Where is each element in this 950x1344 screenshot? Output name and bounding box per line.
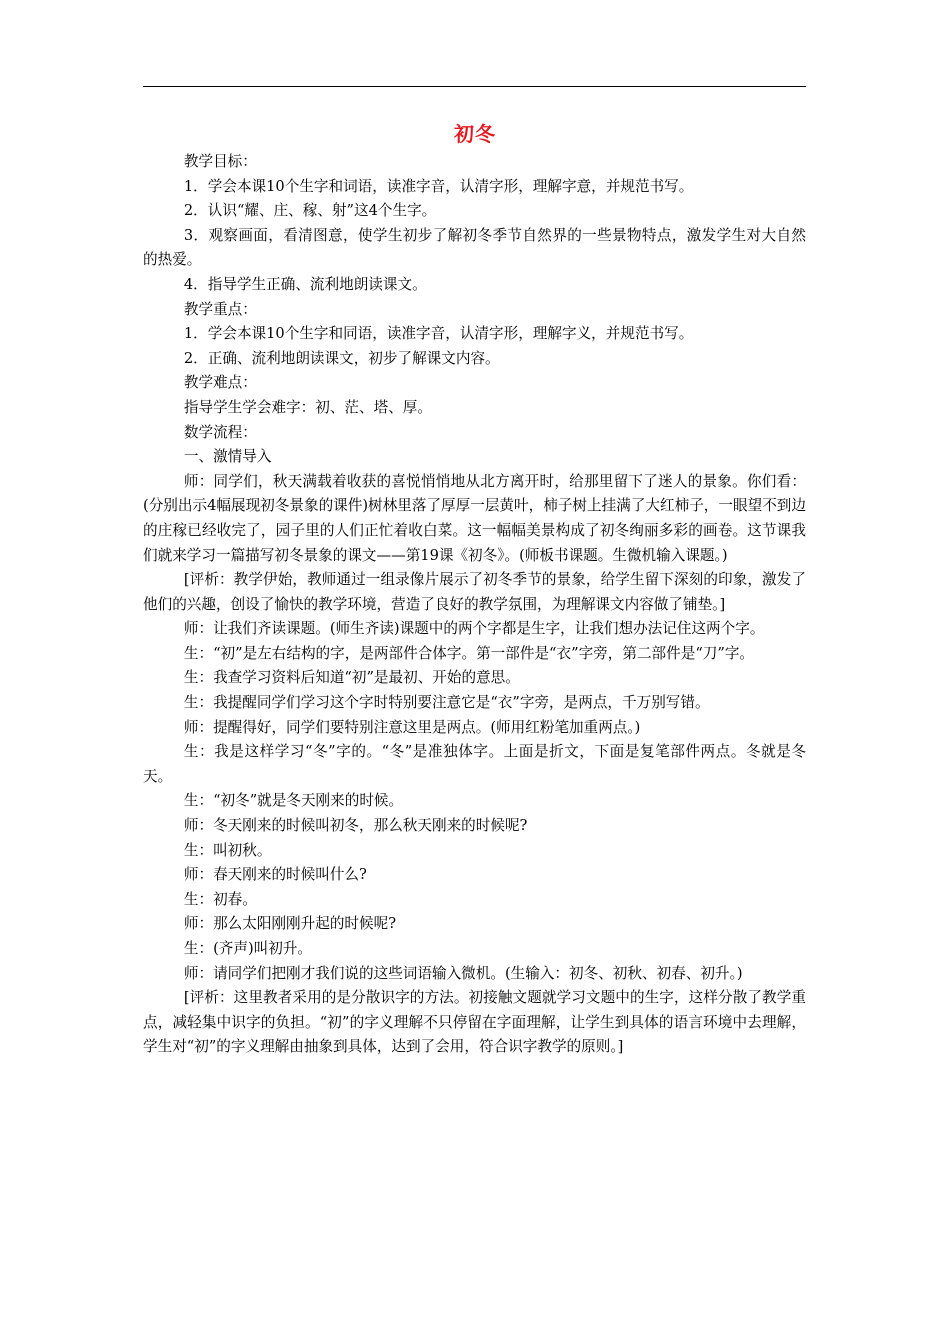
paragraph: 指导学生学会难字：初、茫、塔、厚。 <box>183 398 432 416</box>
paragraph: 生：我提醒同学们学习这个字时特别要注意它是“衣”字旁，是两点，千万别写错。 <box>183 694 710 712</box>
paragraph: [评析：教学伊始，教师通过一组录像片展示了初冬季节的景象，给学生留下深刻的印象，激发了他们的兴趣，创设了愉快的教学环境，营造了良好的教学氛围，为理解课文内容做了铺垫。] <box>143 571 806 613</box>
paragraph: 4．指导学生正确、流利地朗读课文。 <box>183 275 427 293</box>
document-body <box>143 150 806 1060</box>
paragraph: 数学流程： <box>183 423 257 441</box>
header-rule <box>143 86 806 87</box>
paragraph: 师：冬天刚来的时候叫初冬，那么秋天刚来的时候呢? <box>183 817 528 835</box>
paragraph: 师：提醒得好，同学们要特别注意这里是两点。(师用红粉笔加重两点。) <box>183 718 641 736</box>
paragraph: 师：让我们齐读课题。(师生齐读)课题中的两个字都是生字，让我们想办法记住这两个字。 <box>183 620 765 638</box>
paragraph: 师：同学们，秋天满载着收获的喜悦悄悄地从北方离开时，给那里留下了迷人的景象。你们看：(分别出示4幅展现初冬景象的课件)树林里落了厚厚一层黄叶，柿子树上挂满了大红柿子，一眼望不到边的庄稼已经收完了，园子里的人们正忙着收白菜。这一幅幅美景构成了初冬绚丽多彩的画卷。这节课我们就来学习一篇描写初冬景象的课文——第19课《初冬》。(师板书课题。生微机输入课题。) <box>143 472 806 564</box>
paragraph: 教学难点： <box>183 374 257 392</box>
paragraph: 生：我查学习资料后知道“初”是最初、开始的意思。 <box>183 669 520 687</box>
paragraph: 师：那么太阳刚刚升起的时候呢? <box>183 915 397 933</box>
paragraph: 3．观察画面，看清图意，使学生初步了解初冬季节自然界的一些景物特点，激发学生对大自然的热爱。 <box>143 226 806 269</box>
paragraph: 教学重点： <box>183 300 257 318</box>
paragraph: 生：(齐声)叫初升。 <box>183 940 313 957</box>
paragraph: 师：春天刚来的时候叫什么? <box>183 866 367 884</box>
paragraph: 生：叫初秋。 <box>183 841 272 859</box>
paragraph: 生：“初”是左右结构的字，是两部件合体字。第一部件是“衣”字旁，第二部件是“刀”字。 <box>183 644 755 662</box>
paragraph: 一、激情导入 <box>183 448 272 466</box>
paragraph: 2．认识“耀、庄、稼、射”这4个生字。 <box>183 202 437 220</box>
paragraph: 生：我是这样学习“冬”字的。“冬”是准独体字。上面是折文，下面是复笔部件两点。冬就是冬天。 <box>143 743 806 785</box>
paragraph: 1．学会本课10个生字和同语，读准字音，认清字形，理解字义，并规范书写。 <box>183 325 694 343</box>
paragraph: 生：初春。 <box>183 890 257 908</box>
paragraph: 教学目标： <box>183 153 257 170</box>
paragraph: 1．学会本课10个生字和词语，读准字音，认清字形，理解字意，并规范书写。 <box>183 177 694 195</box>
paragraph: 生：“初冬”就是冬天刚来的时候。 <box>183 792 404 810</box>
paragraph: [评析：这里教者采用的是分散识字的方法。初接触文题就学习文题中的生字，这样分散了教学重点，减轻集中识字的负担。“初”的字义理解不只停留在字面理解，让学生到具体的语言环境中去理解，学生对“初”的字义理解由抽象到具体，达到了会用，符合识字教学的原则。] <box>143 989 806 1056</box>
paragraph: 2．正确、流利地朗读课文，初步了解课文内容。 <box>183 349 500 367</box>
document-title: 初冬 <box>454 122 496 146</box>
paragraph: 师：请同学们把刚才我们说的这些词语输入微机。(生输入：初冬、初秋、初春、初升。) <box>183 964 743 982</box>
